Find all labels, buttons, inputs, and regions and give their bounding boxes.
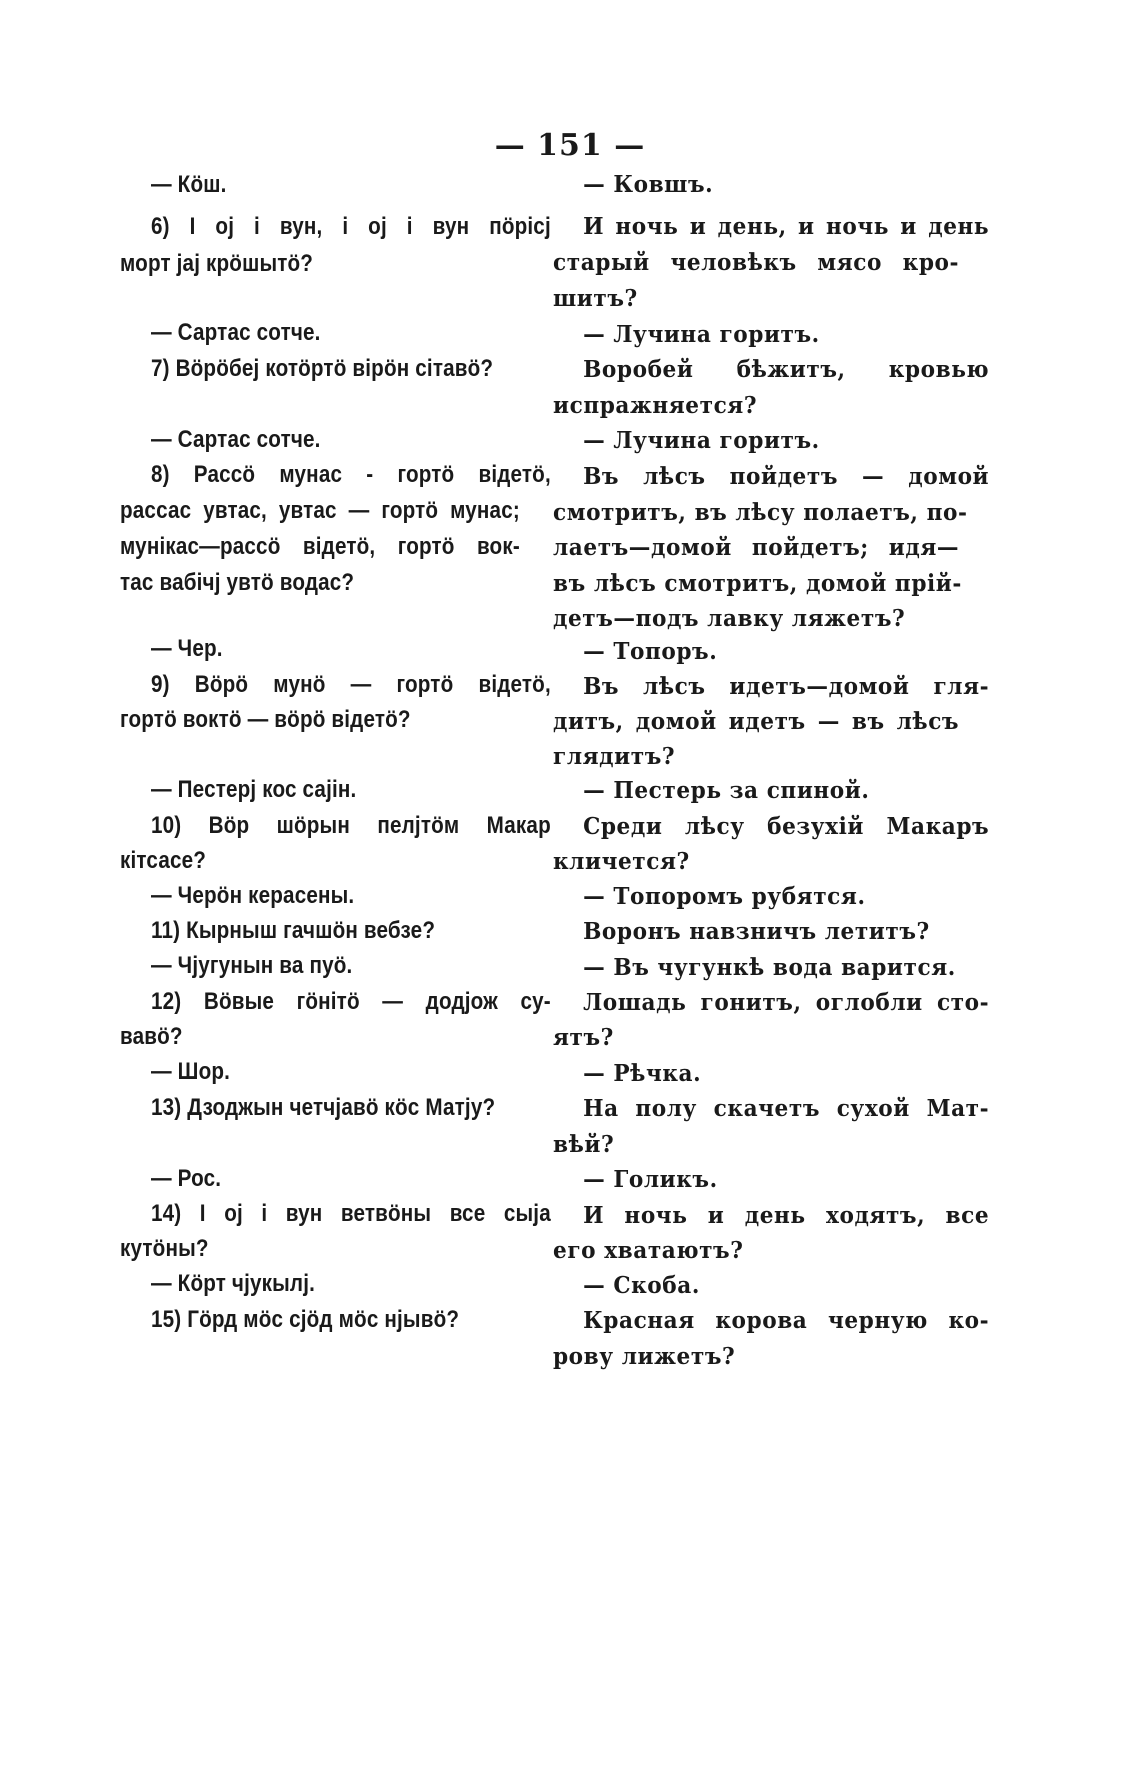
text-line: 15) Гöрд мöс сјöд мöс нјывö? <box>150 1306 460 1333</box>
text-line: Въ лѣсъ пойдетъ — домой <box>583 463 990 490</box>
text-line: кітсасе? <box>120 847 207 874</box>
text-line: 13) Дзоджын четчјавö кöс Матју? <box>150 1094 496 1121</box>
text-line: ятъ? <box>553 1024 614 1051</box>
text-line: — Топоръ. <box>583 638 718 665</box>
text-line: Среди лѣсу безухій Макаръ <box>583 813 990 840</box>
text-line: тас вабічј увтö водас? <box>120 569 355 596</box>
text-line: 14) I ој і вун ветвöны все сыја <box>150 1200 551 1227</box>
text-line: Въ лѣсъ идетъ—домой гля- <box>583 673 990 700</box>
text-line: глядитъ? <box>553 743 676 770</box>
text-line: Лошадь гонитъ, оглобли сто- <box>583 989 990 1016</box>
text-line: — Шор. <box>150 1058 231 1085</box>
text-line: — Чер. <box>150 635 223 662</box>
text-line: морт јај крöшытö? <box>120 250 314 277</box>
text-line: детъ—подъ лавку ляжетъ? <box>553 605 906 632</box>
text-line: — Кöш. <box>150 171 227 198</box>
text-line: — Сартас сотче. <box>150 319 321 346</box>
text-line: 12) Вöвые гöнітö — додјож су- <box>150 988 551 1015</box>
text-line: — Лучина горитъ. <box>583 427 820 454</box>
text-line: — Ковшъ. <box>583 171 714 198</box>
text-line: — Сартас сотче. <box>150 426 321 453</box>
text-line: — Голикъ. <box>583 1166 718 1193</box>
text-line: вѣй? <box>553 1131 615 1158</box>
text-line: смотритъ, въ лѣсу полаетъ, по- <box>553 499 968 526</box>
text-line: кутöны? <box>120 1235 209 1262</box>
text-line: — Скоба. <box>583 1272 700 1299</box>
text-line: испражняется? <box>553 392 758 419</box>
text-line: 6) I ој і вун, і ој і вун пöрісј <box>150 213 551 240</box>
text-line: дитъ, домой идетъ — въ лѣсъ <box>553 708 960 735</box>
text-line: — Кöрт чјукылј. <box>150 1270 316 1297</box>
text-line: — Лучина горитъ. <box>583 321 820 348</box>
text-line: — Рѣчка. <box>583 1060 702 1087</box>
page-number: — 151 — <box>494 128 646 163</box>
text-line: — Рос. <box>150 1165 222 1192</box>
text-line: И ночь и день ходятъ, все <box>583 1202 990 1229</box>
text-line: его хватаютъ? <box>553 1237 744 1264</box>
text-line: шитъ? <box>553 285 638 312</box>
text-line: На полу скачетъ сухой Мат- <box>583 1095 990 1122</box>
text-line: — Черöн керасены. <box>150 882 355 909</box>
text-line: 11) Кырныш гачшöн вебзе? <box>150 917 436 944</box>
text-line: 8) Рассö мунас - гортö відетö, <box>150 461 551 488</box>
text-line: 10) Вöр шöрын пелјтöм Макар <box>150 812 551 839</box>
text-line: — Пестерј кос сајін. <box>150 776 357 803</box>
text-line: — Топоромъ рубятся. <box>583 883 866 910</box>
text-line: — Чјугунын ва пуö. <box>150 952 353 979</box>
text-line: гортö воктö — вöрö відетö? <box>120 706 411 733</box>
text-line: въ лѣсъ смотритъ, домой прій- <box>553 570 962 597</box>
text-line: старый человѣкъ мясо кро- <box>553 249 960 276</box>
text-line: 9) Вöрö мунö — гортö відетö, <box>150 671 551 698</box>
text-line: кличется? <box>553 848 690 875</box>
text-line: Воробей бѣжитъ, кровью <box>583 356 990 383</box>
text-line: Красная корова черную ко- <box>583 1307 990 1334</box>
text-line: рассас увтас, увтас — гортö мунас; <box>120 497 520 524</box>
text-line: 7) Вöрöбеј котöртö вірöн сітавö? <box>150 355 494 382</box>
text-line: лаетъ—домой пойдетъ; идя— <box>553 534 960 561</box>
text-line: И ночь и день, и ночь и день <box>583 213 990 240</box>
text-line: мунікас—рассö відетö, гортö вок- <box>120 533 520 560</box>
text-line: вавö? <box>120 1023 183 1050</box>
text-line: рову лижетъ? <box>553 1343 736 1370</box>
text-line: — Пестерь за спиной. <box>583 777 870 804</box>
text-line: Воронъ навзничъ летитъ? <box>583 918 930 945</box>
text-line: — Въ чугункѣ вода варится. <box>583 954 956 981</box>
